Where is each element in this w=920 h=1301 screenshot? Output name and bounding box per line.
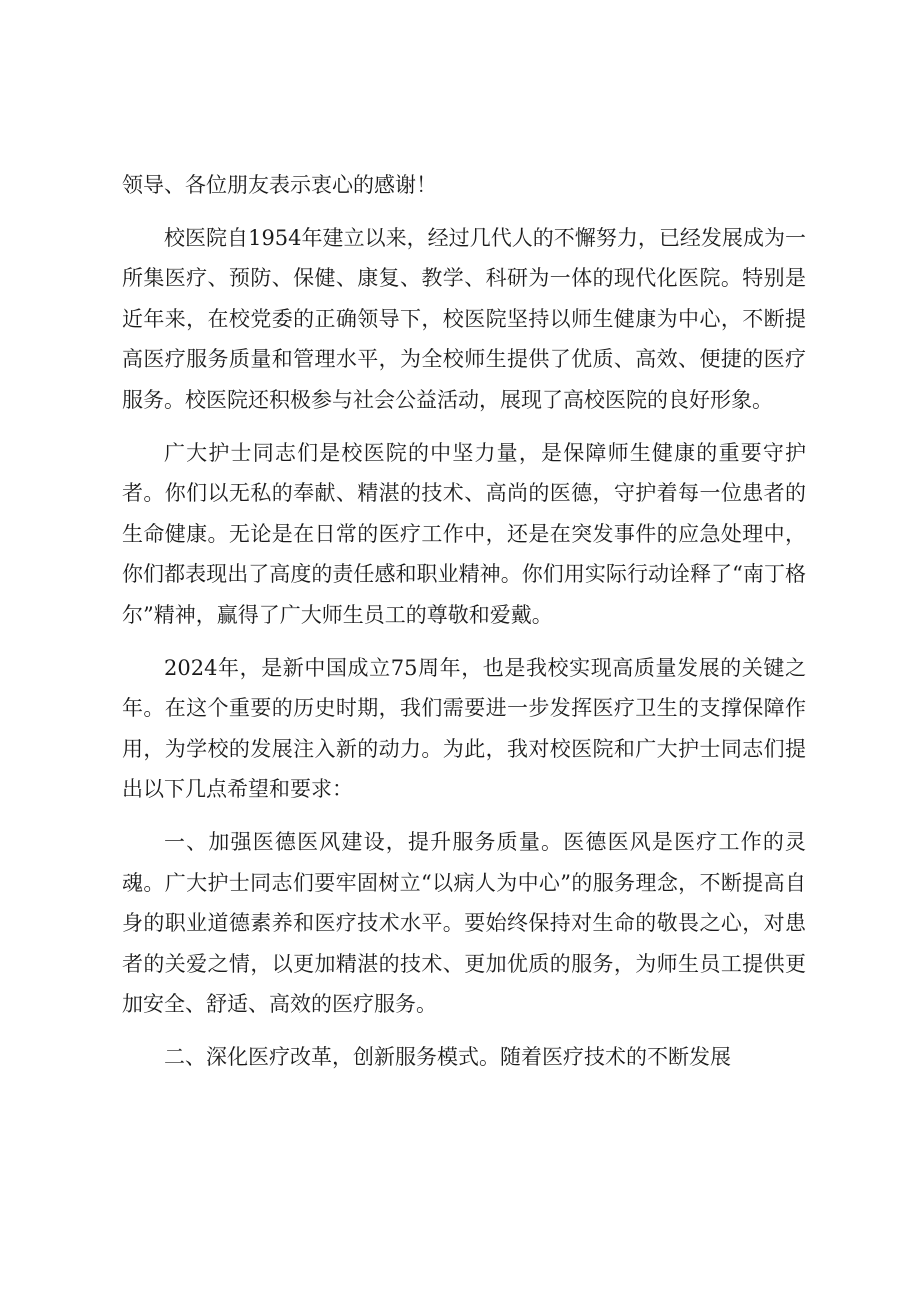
- paragraph-point-two: 二、深化医疗改革，创新服务模式。随着医疗技术的不断发展: [164, 1044, 731, 1069]
- paragraph-hospital-history: 校医院自1954年建立以来，经过几代人的不懈努力，已经发展成为一所集医疗、预防、保健、康复、教学、科研为一体的现代化医院。特别是近年来，在校党委的正确领导下，校医院坚持以师生健康为中心，不断提高医疗服务质量和管理水平，为全校师生提供了优质、高效、便捷的医疗服务。校医院还积极参与社会公益活动，展现了高校医院的良好形象。: [122, 225, 806, 412]
- paragraph-continuation: 领导、各位朋友表示衷心的感谢！: [122, 173, 437, 197]
- paragraph-2024: 2024年，是新中国成立75周年，也是我校实现高质量发展的关键之年。在这个重要的历史时期，我们需要进一步发挥医疗卫生的支撑保障作用，为学校的发展注入新的动力。为此，我对校医院和广大护士同志们提出以下几点希望和要求：: [122, 655, 806, 802]
- paragraph-point-one: 一、加强医德医风建设，提升服务质量。医德医风是医疗工作的灵魂。广大护士同志们要牢固树立“以病人为中心”的服务理念，不断提高自身的职业道德素养和医疗技术水平。要始终保持对生命的敬畏之心，对患者的关爱之情，以更加精湛的技术、更加优质的服务，为师生员工提供更加安全、舒适、高效的医疗服务。: [122, 829, 806, 1017]
- document-body: [122, 165, 806, 1077]
- paragraph-nurses: 广大护士同志们是校医院的中坚力量，是保障师生健康的重要守护者。你们以无私的奉献、精湛的技术、高尚的医德，守护着每一位患者的生命健康。无论是在日常的医疗工作中，还是在突发事件的应急处理中，你们都表现出了高度的责任感和职业精神。你们用实际行动诠释了“南丁格尔”精神，赢得了广大师生员工的尊敬和爱戴。: [122, 440, 806, 627]
